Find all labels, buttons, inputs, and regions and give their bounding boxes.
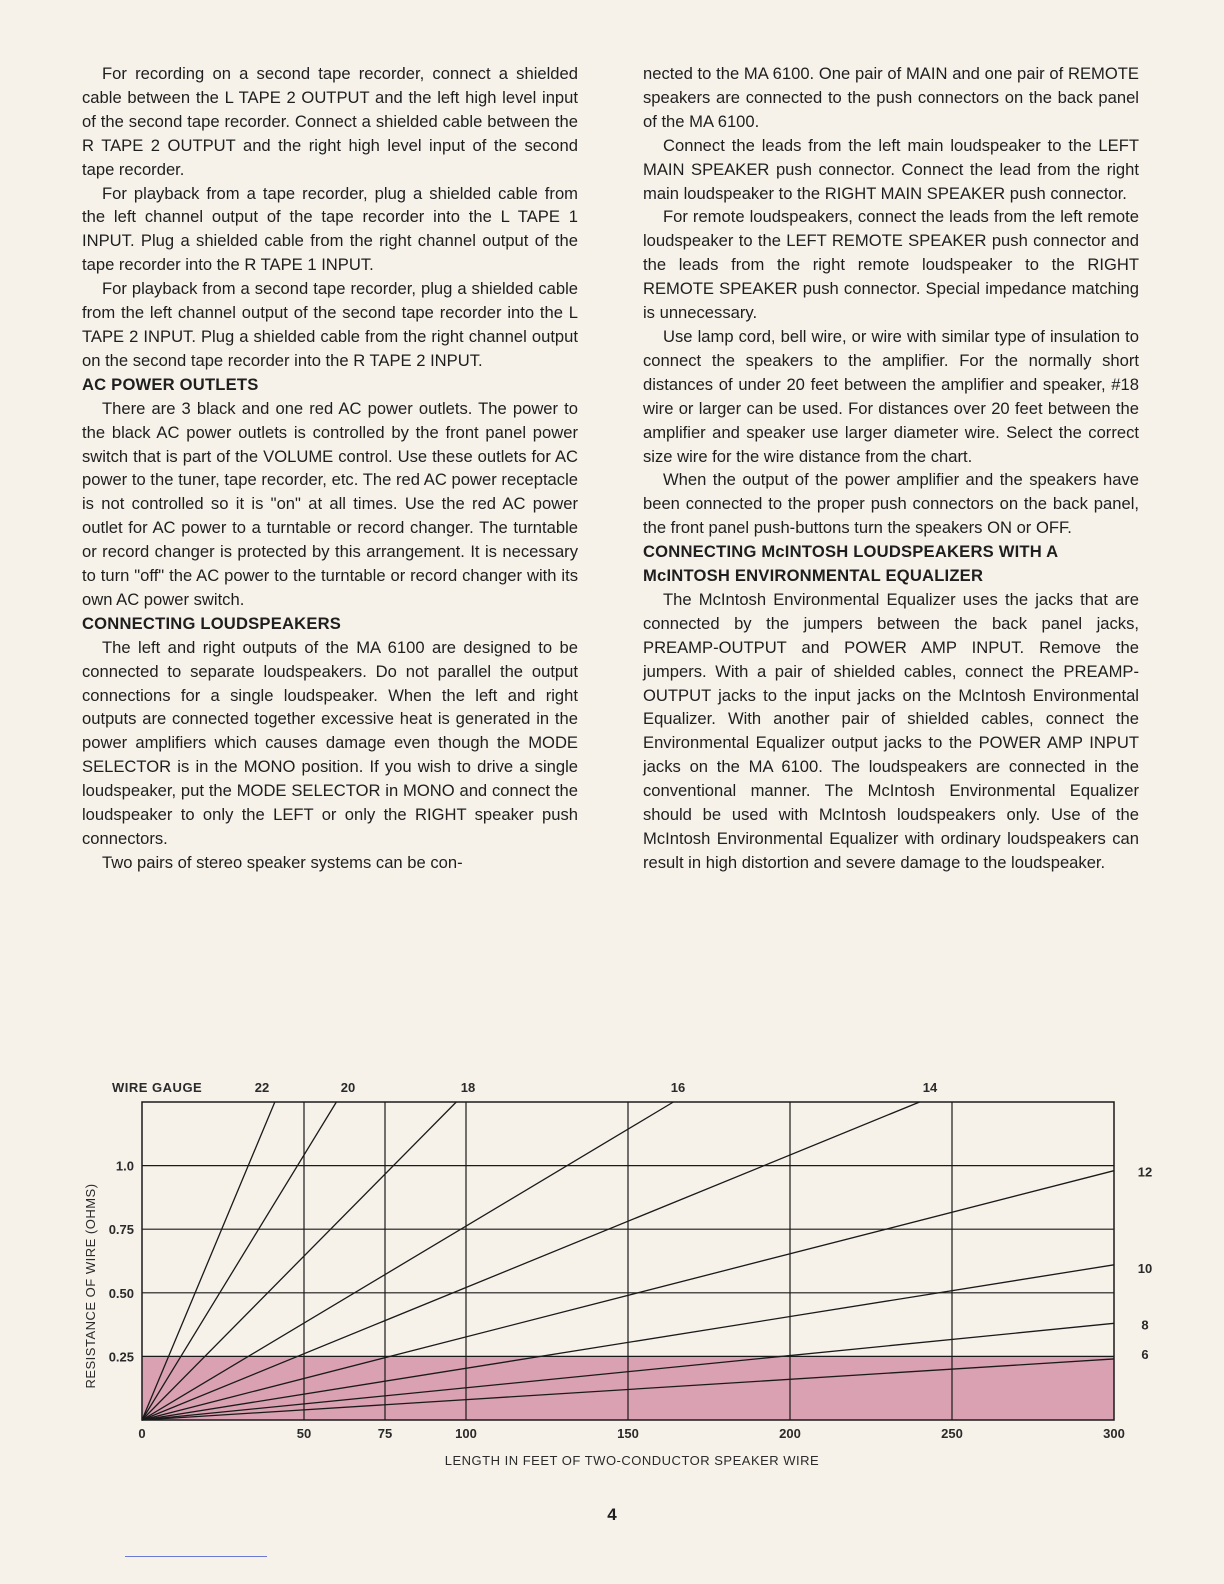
- wire-gauge-title: WIRE GAUGE: [112, 1080, 203, 1095]
- gauge-label-8: 8: [1141, 1317, 1149, 1333]
- right-column: [643, 62, 1139, 875]
- gauge-label-22: 22: [254, 1080, 270, 1095]
- paragraph: Connect the leads from the left main loudspeaker to the LEFT MAIN SPEAKER push connector. Connect the lead from the right main loudspeaker to the RIGHT MAIN SPEAKER push connector.: [643, 135, 1139, 203]
- gauge-label-12: 12: [1137, 1164, 1153, 1180]
- paragraph: The left and right outputs of the MA 6100 are designed to be connected to separate loudspeakers. Do not parallel the output connections for a single loudspeaker. When the left and right outputs are connected together excessive heat is generated in the power amplifiers which causes damage even though the MODE SELECTOR is in the MONO position. If you wish to drive a single loudspeaker, put the MODE SELECTOR in MONO and connect the loudspeaker to only the LEFT or only the RIGHT speaker push connectors.: [82, 637, 578, 848]
- paragraph: For playback from a tape recorder, plug a shielded cable from the left channel output of the tape recorder into the L TAPE 1 INPUT. Plug a shielded cable from the right channel output of the tape recorder into the R TAPE 1 INPUT.: [82, 183, 578, 275]
- paragraph: The McIntosh Environmental Equalizer uses the jacks that are connected by the jumpers between the back panel jacks, PREAMP-OUTPUT and POWER AMP INPUT. Remove the jumpers. With a pair of shielded cables, connect the PREAMP-OUTPUT jacks to the input jacks on the McIntosh Environmental Equalizer. With another pair of shielded cables, connect the Environmental Equalizer output jacks to the POWER AMP INPUT jacks on the MA 6100. The loudspeakers are connected in the conventional manner. The McIntosh Environmental Equalizer should be used with McIntosh loudspeakers only. Use of the McIntosh Environmental Equalizer with ordinary loudspeakers can result in high distortion and severe damage to the loudspeaker.: [643, 589, 1139, 872]
- gauge-label-16: 16: [670, 1080, 686, 1095]
- paragraph: There are 3 black and one red AC power outlets. The power to the black AC power outlets is controlled by the front panel power switch that is part of the VOLUME control. Use these outlets for AC power to the tuner, tape recorder, etc. The red AC power receptacle is not controlled so it is "on" at all times. Use the red AC power outlet for AC power to a turntable or record changer. The turntable or record changer is protected by this arrangement. It is necessary to turn "off" the AC power to the turntable or record changer with its own AC power switch.: [82, 398, 578, 609]
- section-heading: CONNECTING LOUDSPEAKERS: [82, 613, 342, 633]
- gauge-label-14: 14: [922, 1080, 938, 1095]
- y-tick-label: 0.75: [108, 1222, 134, 1238]
- left-column: [82, 62, 578, 875]
- x-tick-label: 100: [455, 1426, 477, 1441]
- x-tick-label: 75: [377, 1426, 393, 1441]
- paragraph: Use lamp cord, bell wire, or wire with similar type of insulation to connect the speakers to the amplifier. For the normally short distances of under 20 feet between the amplifier and speaker, #18 wire or larger can be used. For distances over 20 feet between the amplifier and speaker use larger diameter wire. Select the correct size wire for the wire distance from the chart.: [643, 326, 1139, 466]
- paragraph: When the output of the power amplifier and the speakers have been connected to the proper push connectors on the back panel, the front panel push-buttons turn the speakers ON or OFF.: [643, 470, 1139, 538]
- paragraph: Two pairs of stereo speaker systems can be con-: [102, 852, 463, 872]
- chart-svg: [0, 1070, 1224, 1490]
- section-heading: CONNECTING McINTOSH LOUDSPEAKERS WITH A McINTOSH ENVIRONMENTAL EQUALIZER: [643, 542, 1058, 586]
- footer-rule: [125, 1556, 267, 1557]
- x-tick-label: 300: [1103, 1426, 1125, 1441]
- paragraph: For playback from a second tape recorder, plug a shielded cable from the left channel output of the second tape recorder into the L TAPE 2 INPUT. Plug a shielded cable from the right channel output on the second tape recorder into the R TAPE 2 INPUT.: [82, 279, 578, 370]
- x-tick-label: 150: [617, 1426, 639, 1441]
- page-number: 4: [607, 1505, 617, 1524]
- section-heading: AC POWER OUTLETS: [82, 374, 259, 394]
- y-tick-label: 0.50: [108, 1285, 134, 1301]
- gauge-label-18: 18: [460, 1080, 476, 1095]
- gauge-label-6: 6: [1141, 1346, 1149, 1362]
- x-tick-label: 250: [941, 1426, 963, 1441]
- paragraph: For recording on a second tape recorder, connect a shielded cable between the L TAPE 2 OUTPUT and the left high level input of the second tape recorder. Connect a shielded cable between the R TAPE 2 OUTPUT and the right high level input of the second tape recorder.: [82, 64, 578, 179]
- paragraph: For remote loudspeakers, connect the leads from the left remote loudspeaker to the LEFT REMOTE SPEAKER push connector and the leads from the right remote loudspeaker to the RIGHT REMOTE SPEAKER push connector. Special impedance matching is unnecessary.: [643, 207, 1139, 323]
- x-tick-label: 50: [296, 1426, 312, 1441]
- x-axis-label: LENGTH IN FEET OF TWO-CONDUCTOR SPEAKER WIRE: [444, 1453, 820, 1468]
- paragraph: nected to the MA 6100. One pair of MAIN and one pair of REMOTE speakers are connected to the push connectors on the back panel of the MA 6100.: [643, 64, 1139, 131]
- y-axis-label: RESISTANCE OF WIRE (OHMS): [83, 1183, 98, 1389]
- x-tick-label: 0: [138, 1426, 146, 1441]
- gauge-label-10: 10: [1137, 1260, 1153, 1276]
- wire-gauge-chart: [0, 1070, 1224, 1490]
- gauge-label-20: 20: [340, 1080, 356, 1095]
- y-tick-label: 0.25: [108, 1349, 134, 1365]
- y-tick-label: 1.0: [115, 1158, 134, 1174]
- x-tick-label: 200: [779, 1426, 801, 1441]
